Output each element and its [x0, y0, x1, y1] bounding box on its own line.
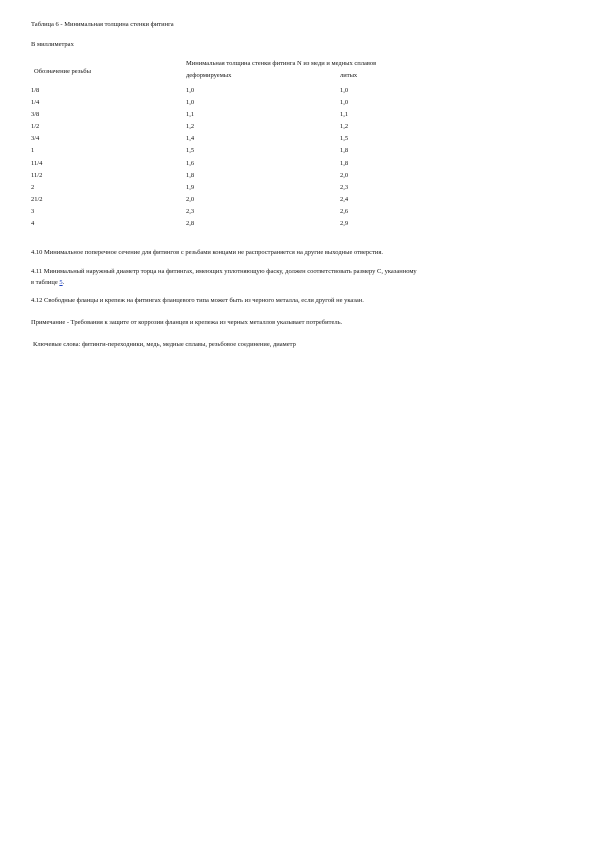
cell-thread: 4: [31, 220, 35, 228]
cell-thread: 3/8: [31, 111, 40, 119]
header-cast: литых: [340, 72, 358, 79]
table-row: [0, 184, 595, 196]
cell-cast: 1,2: [340, 123, 349, 131]
cell-cast: 2,3: [340, 183, 349, 191]
cell-deformed: 1,0: [186, 99, 195, 107]
table-caption: Таблица 6 - Минимальная толщина стенки фитинга: [31, 21, 174, 28]
cell-cast: 1,5: [340, 135, 349, 143]
cell-cast: 1,1: [340, 111, 349, 119]
paragraph-4-11-line1: 4.11 Минимальный наружный диаметр торца на фитингах, имеющих уплотняющую фаску, должен соответствовать размеру C, указанному: [31, 268, 417, 275]
table-row: [0, 123, 595, 135]
table-row: [0, 196, 595, 208]
table-row: [0, 208, 595, 220]
cell-cast: 2,0: [340, 171, 349, 179]
cell-deformed: 2,3: [186, 207, 195, 215]
table-row: [0, 160, 595, 172]
cell-deformed: 2,8: [186, 220, 195, 228]
cell-thread: 1/4: [31, 99, 40, 107]
paragraph-4-12: 4.12 Свободные фланцы и крепеж на фитингах фланцевого типа может быть из черного металла, если другой не указан.: [31, 297, 364, 304]
table-row: [0, 111, 595, 123]
table-row: [0, 147, 595, 159]
cell-deformed: 1,6: [186, 159, 195, 167]
cell-deformed: 1,2: [186, 123, 195, 131]
table-row: [0, 87, 595, 99]
cell-thread: 11/4: [31, 159, 43, 167]
table-row: [0, 172, 595, 184]
cell-cast: 2,4: [340, 195, 349, 203]
cell-deformed: 2,0: [186, 195, 195, 203]
cell-thread: 3/4: [31, 135, 40, 143]
cell-thread: 11/2: [31, 171, 43, 179]
cell-deformed: 1,0: [186, 87, 195, 94]
cell-deformed: 1,4: [186, 135, 195, 143]
table-row: [0, 99, 595, 111]
cell-cast: 1,0: [340, 99, 349, 107]
cell-deformed: 1,1: [186, 111, 195, 119]
table-5-link[interactable]: 5: [59, 279, 63, 286]
header-deformed: деформируемых: [186, 72, 232, 79]
cell-deformed: 1,9: [186, 183, 195, 191]
units-label: В миллиметрах: [31, 41, 74, 48]
cell-thread: 1: [31, 147, 35, 155]
paragraph-4-10: 4.10 Минимальное поперечное сечение для фитингов с резьбами концами не распространяется на другие выходные отверстия.: [31, 249, 383, 256]
cell-cast: 1,0: [340, 87, 349, 94]
table-row: [0, 220, 595, 232]
paragraph-4-11-line2: [31, 279, 64, 287]
wall-thickness-table-body: [0, 87, 595, 232]
cell-thread: 1/8: [31, 87, 40, 94]
cell-cast: 1,8: [340, 147, 349, 155]
paragraph-4-11-suffix: .: [62, 279, 65, 286]
cell-cast: 1,8: [340, 159, 349, 167]
cell-thread: 3: [31, 207, 35, 215]
cell-thread: 21/2: [31, 195, 43, 203]
cell-deformed: 1,8: [186, 171, 195, 179]
cell-deformed: 1,5: [186, 147, 195, 155]
header-thread-designation: Обозначение резьбы: [34, 68, 91, 75]
cell-thread: 1/2: [31, 123, 40, 131]
note: Примечание - Требования к защите от коррозии фланцев и крепежа из черных металлов указывает потребитель.: [31, 319, 343, 326]
paragraph-4-11-prefix: в таблице: [31, 279, 60, 286]
cell-cast: 2,9: [340, 220, 349, 228]
header-min-wall-thickness: Минимальная толщина стенки фитинга N из меди и медных сплавов: [186, 60, 377, 67]
keywords: Ключевые слова: фитинги-переходники, медь, медные сплавы, резьбовое соединение, диаметр: [33, 341, 296, 348]
cell-cast: 2,6: [340, 207, 349, 215]
table-row: [0, 135, 595, 147]
cell-thread: 2: [31, 183, 35, 191]
